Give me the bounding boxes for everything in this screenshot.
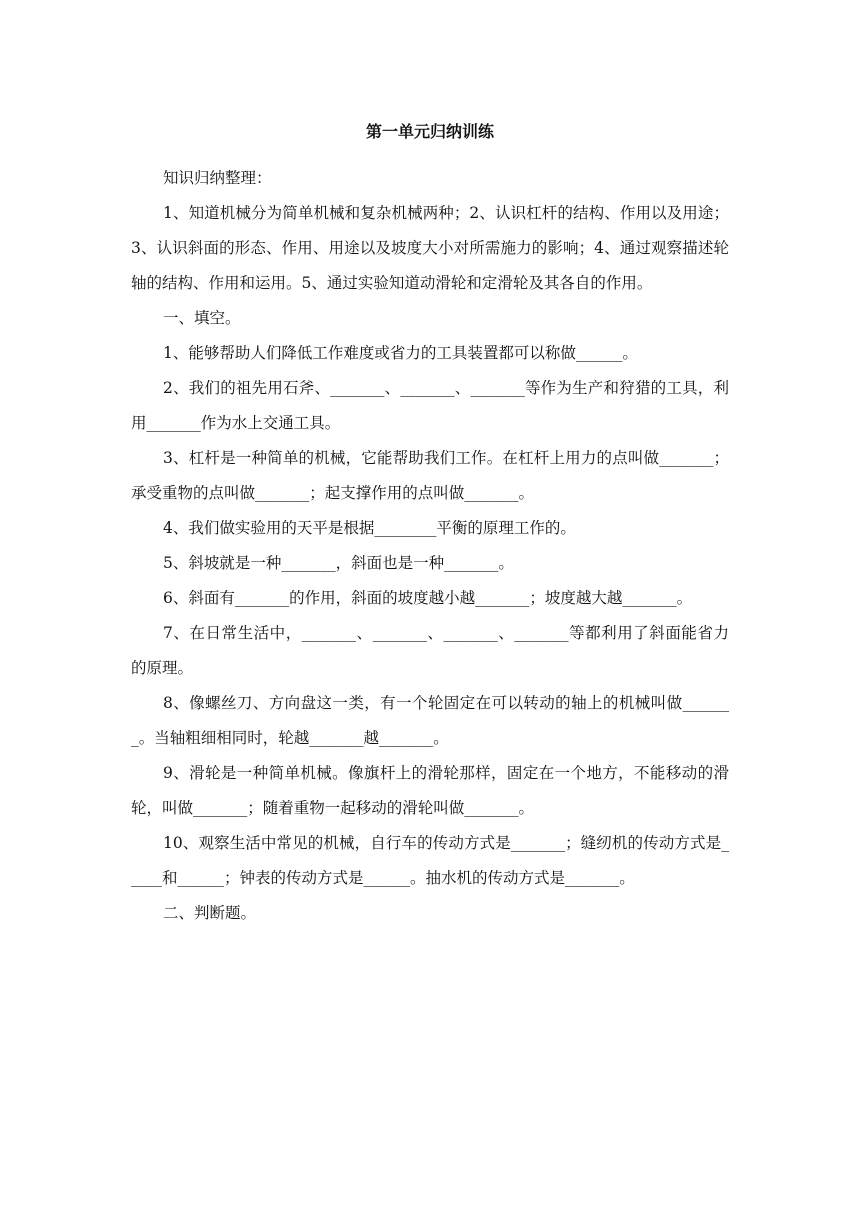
summary-paragraph: 1、知道机械分为简单机械和复杂机械两种；2、认识杠杆的结构、作用以及用途；3、认识斜面的形态、作用、用途以及坡度大小对所需施力的影响；4、通过观察描述轮轴的结构、作用和运用。5、通过实验知道动滑轮和定滑轮及其各自的作用。 — [131, 204, 729, 292]
question-item: 6、斜面有_______的作用，斜面的坡度越小越_______；坡度越大越_______。 — [163, 589, 693, 607]
question-item: 5、斜坡就是一种_______，斜面也是一种_______。 — [163, 554, 514, 572]
question-item: 7、在日常生活中，_______、_______、_______、_______等都利用了斜面能省力的原理。 — [131, 624, 729, 677]
question-item: 3、杠杆是一种简单的机械，它能帮助我们工作。在杠杆上用力的点叫做_______；承受重物的点叫做_______；起支撑作用的点叫做_______。 — [131, 449, 729, 502]
question-item: 10、观察生活中常见的机械，自行车的传动方式是_______；缝纫机的传动方式是_____和______；钟表的传动方式是______。抽水机的传动方式是_______。 — [131, 834, 729, 887]
question-item: 2、我们的祖先用石斧、_______、_______、_______等作为生产和狩猎的工具，利用_______作为水上交通工具。 — [131, 379, 729, 432]
section-heading-true-false: 二、判断题。 — [163, 904, 257, 922]
question-item: 9、滑轮是一种简单机械。像旗杆上的滑轮那样，固定在一个地方，不能移动的滑轮，叫做_______；随着重物一起移动的滑轮叫做_______。 — [131, 764, 729, 817]
question-item: 8、像螺丝刀、方向盘这一类，有一个轮固定在可以转动的轴上的机械叫做_______。当轴粗细相同时，轮越_______越_______。 — [131, 694, 729, 747]
question-item: 1、能够帮助人们降低工作难度或省力的工具装置都可以称做______。 — [163, 344, 638, 362]
section-heading-fill-blank: 一、填空。 — [163, 309, 241, 327]
question-item: 4、我们做实验用的天平是根据________平衡的原理工作的。 — [163, 519, 576, 537]
summary-heading: 知识归纳整理： — [163, 169, 272, 187]
document-body — [131, 161, 729, 931]
page-title: 第一单元归纳训练 — [365, 122, 494, 141]
